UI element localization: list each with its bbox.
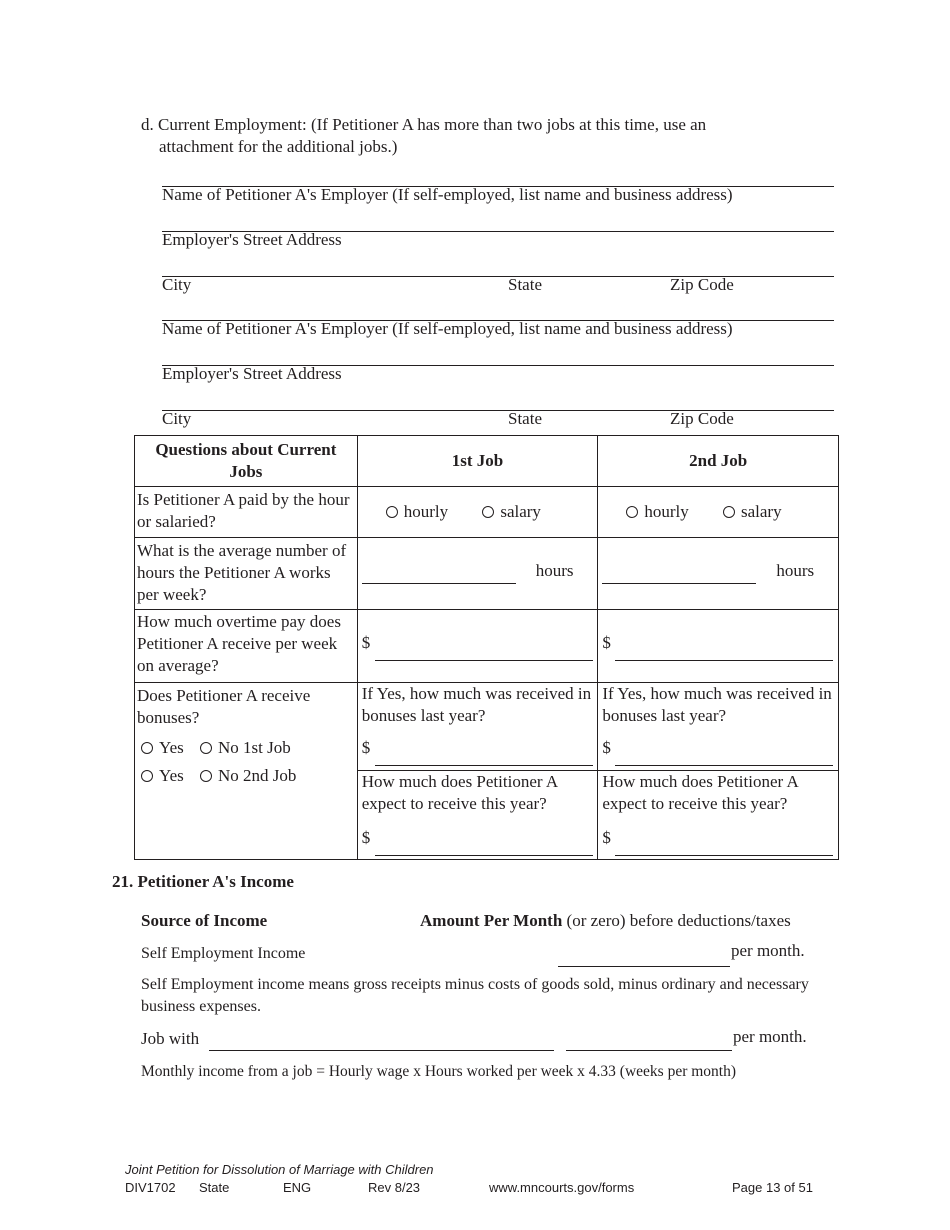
job1-hours-input[interactable] [362,583,516,584]
job1-bonus-this-input[interactable] [375,855,593,856]
job-with-employer-input[interactable] [209,1050,554,1051]
job1-overtime-cell [357,610,598,683]
job2-overtime-cell [598,610,839,683]
job1-paid-cell [357,487,598,538]
footer-form-code: DIV1702 [125,1180,176,1195]
employment-intro-line1: d. Current Employment: (If Petitioner A has more than two jobs at this time, use an [141,115,707,134]
table-row-overtime [135,610,839,683]
amount-header-bold: Amount Per Month [420,911,563,930]
footer-state: State [199,1180,230,1195]
amount-header-rest: (or zero) before deductions/taxes [562,911,791,930]
job2-hourly-option[interactable] [626,502,688,521]
bonus-1st-yes-radio[interactable] [141,742,153,754]
question-hours: What is the average number of hours the Petitioner A works per week? [135,538,358,610]
bonus-1st-job-options [135,731,357,759]
amount-per-month-header [420,910,791,932]
job2-hourly-label: hourly [644,502,689,521]
employer1-zip-label: Zip Code [670,275,734,294]
job1-bonus-last-input[interactable] [375,765,593,766]
self-employment-label: Self Employment Income [141,945,306,962]
question-paid: Is Petitioner A paid by the hour or salaried? [135,487,358,538]
bonus-1st-no-radio[interactable] [200,742,212,754]
job1-hours-unit: hours [535,561,574,580]
self-employment-amount-input[interactable] [558,966,730,967]
job1-bonus-this-dollar: $ [361,828,371,847]
bonus-1st-no-label: No 1st Job [218,738,291,757]
job2-hours-cell [598,538,839,610]
job2-bonus-this-dollar: $ [602,828,611,847]
job2-hours-input[interactable] [602,583,756,584]
employer2-state-label: State [508,409,542,428]
job1-bonus-last-label: If Yes, how much was received in bonuses last year? [361,684,592,725]
bonus-1st-no-option[interactable] [200,738,291,757]
job2-paid-cell [598,487,839,538]
table-header-row [135,436,839,487]
question-bonus: Does Petitioner A receive bonuses? [137,686,311,727]
job2-overtime-input[interactable] [615,660,833,661]
section-21-title: 21. Petitioner A's Income [112,872,294,891]
bonus-2nd-job-options [135,759,357,787]
job2-bonus-last-cell [598,683,839,771]
question-overtime: How much overtime pay does Petitioner A receive per week on average? [135,610,358,683]
bonus-2nd-no-radio[interactable] [200,770,212,782]
footer-url[interactable]: www.mncourts.gov/forms [489,1180,635,1195]
job1-overtime-input[interactable] [375,660,593,661]
job1-bonus-last-cell [357,683,598,771]
self-employment-per-month: per month. [731,941,805,960]
header-1st-job: 1st Job [357,436,598,487]
job2-bonus-last-input[interactable] [615,765,833,766]
job1-bonus-last-dollar: $ [361,738,371,757]
employer2-name-label: Name of Petitioner A's Employer (If self-employed, list name and business address) [162,319,733,338]
bonus-2nd-no-option[interactable] [200,766,296,785]
job2-bonus-this-cell [598,771,839,860]
job-per-month: per month. [733,1027,807,1046]
job1-hourly-radio[interactable] [386,506,398,518]
employer1-name-label: Name of Petitioner A's Employer (If self-employed, list name and business address) [162,185,733,204]
job1-salary-label: salary [500,502,541,521]
job1-hours-cell [357,538,598,610]
job2-bonus-this-input[interactable] [615,855,833,856]
footer-form-title: Joint Petition for Dissolution of Marriage with Children [125,1162,434,1177]
job1-bonus-this-cell [357,771,598,860]
bonus-1st-yes-label: Yes [159,738,184,757]
self-employment-note: Self Employment income means gross receipts minus costs of goods sold, minus ordinary and necessary business expenses. [141,976,809,1015]
job2-hourly-radio[interactable] [626,506,638,518]
job1-overtime-dollar: $ [361,633,371,652]
employer1-city-label: City [162,275,192,294]
job2-bonus-this-label: How much does Petitioner A expect to receive this year? [602,772,798,813]
job1-salary-option[interactable] [482,502,541,521]
job2-hours-unit: hours [776,561,815,580]
bonus-2nd-no-label: No 2nd Job [218,766,297,785]
table-row-hours [135,538,839,610]
monthly-income-formula: Monthly income from a job = Hourly wage x Hours worked per week x 4.33 (weeks per month) [141,1063,737,1080]
job1-bonus-this-label: How much does Petitioner A expect to receive this year? [361,772,558,813]
job2-bonus-last-dollar: $ [602,738,611,757]
employer2-zip-label: Zip Code [670,409,734,428]
job1-hourly-label: hourly [403,502,449,521]
employer2-city-label: City [162,409,192,428]
table-row-bonus-last-year [135,683,839,771]
current-jobs-table [134,435,839,860]
employer2-street-label: Employer's Street Address [162,364,342,383]
header-questions: Questions about Current Jobs [135,436,358,487]
footer-lang: ENG [283,1180,312,1195]
employer1-state-label: State [508,275,542,294]
footer-page-number: Page 13 of 51 [732,1180,813,1195]
job-with-label: Job with [141,1029,200,1048]
employment-intro-line2: attachment for the additional jobs.) [159,137,398,156]
job2-salary-label: salary [740,502,782,521]
bonus-1st-yes-option[interactable] [141,738,184,757]
job2-overtime-dollar: $ [602,633,611,652]
header-2nd-job: 2nd Job [598,436,839,487]
table-row-paid [135,487,839,538]
job2-bonus-last-label: If Yes, how much was received in bonuses last year? [602,684,832,725]
job2-salary-option[interactable] [723,502,782,521]
bonus-2nd-yes-option[interactable] [141,766,184,785]
bonus-2nd-yes-radio[interactable] [141,770,153,782]
question-bonus-cell [135,683,358,860]
source-of-income-header: Source of Income [141,911,268,930]
job2-salary-radio[interactable] [723,506,735,518]
job1-hourly-option[interactable] [386,502,448,521]
employer1-street-label: Employer's Street Address [162,230,342,249]
job-amount-input[interactable] [566,1050,732,1051]
job1-salary-radio[interactable] [482,506,494,518]
footer-rev: Rev 8/23 [368,1180,421,1195]
bonus-2nd-yes-label: Yes [159,766,184,785]
